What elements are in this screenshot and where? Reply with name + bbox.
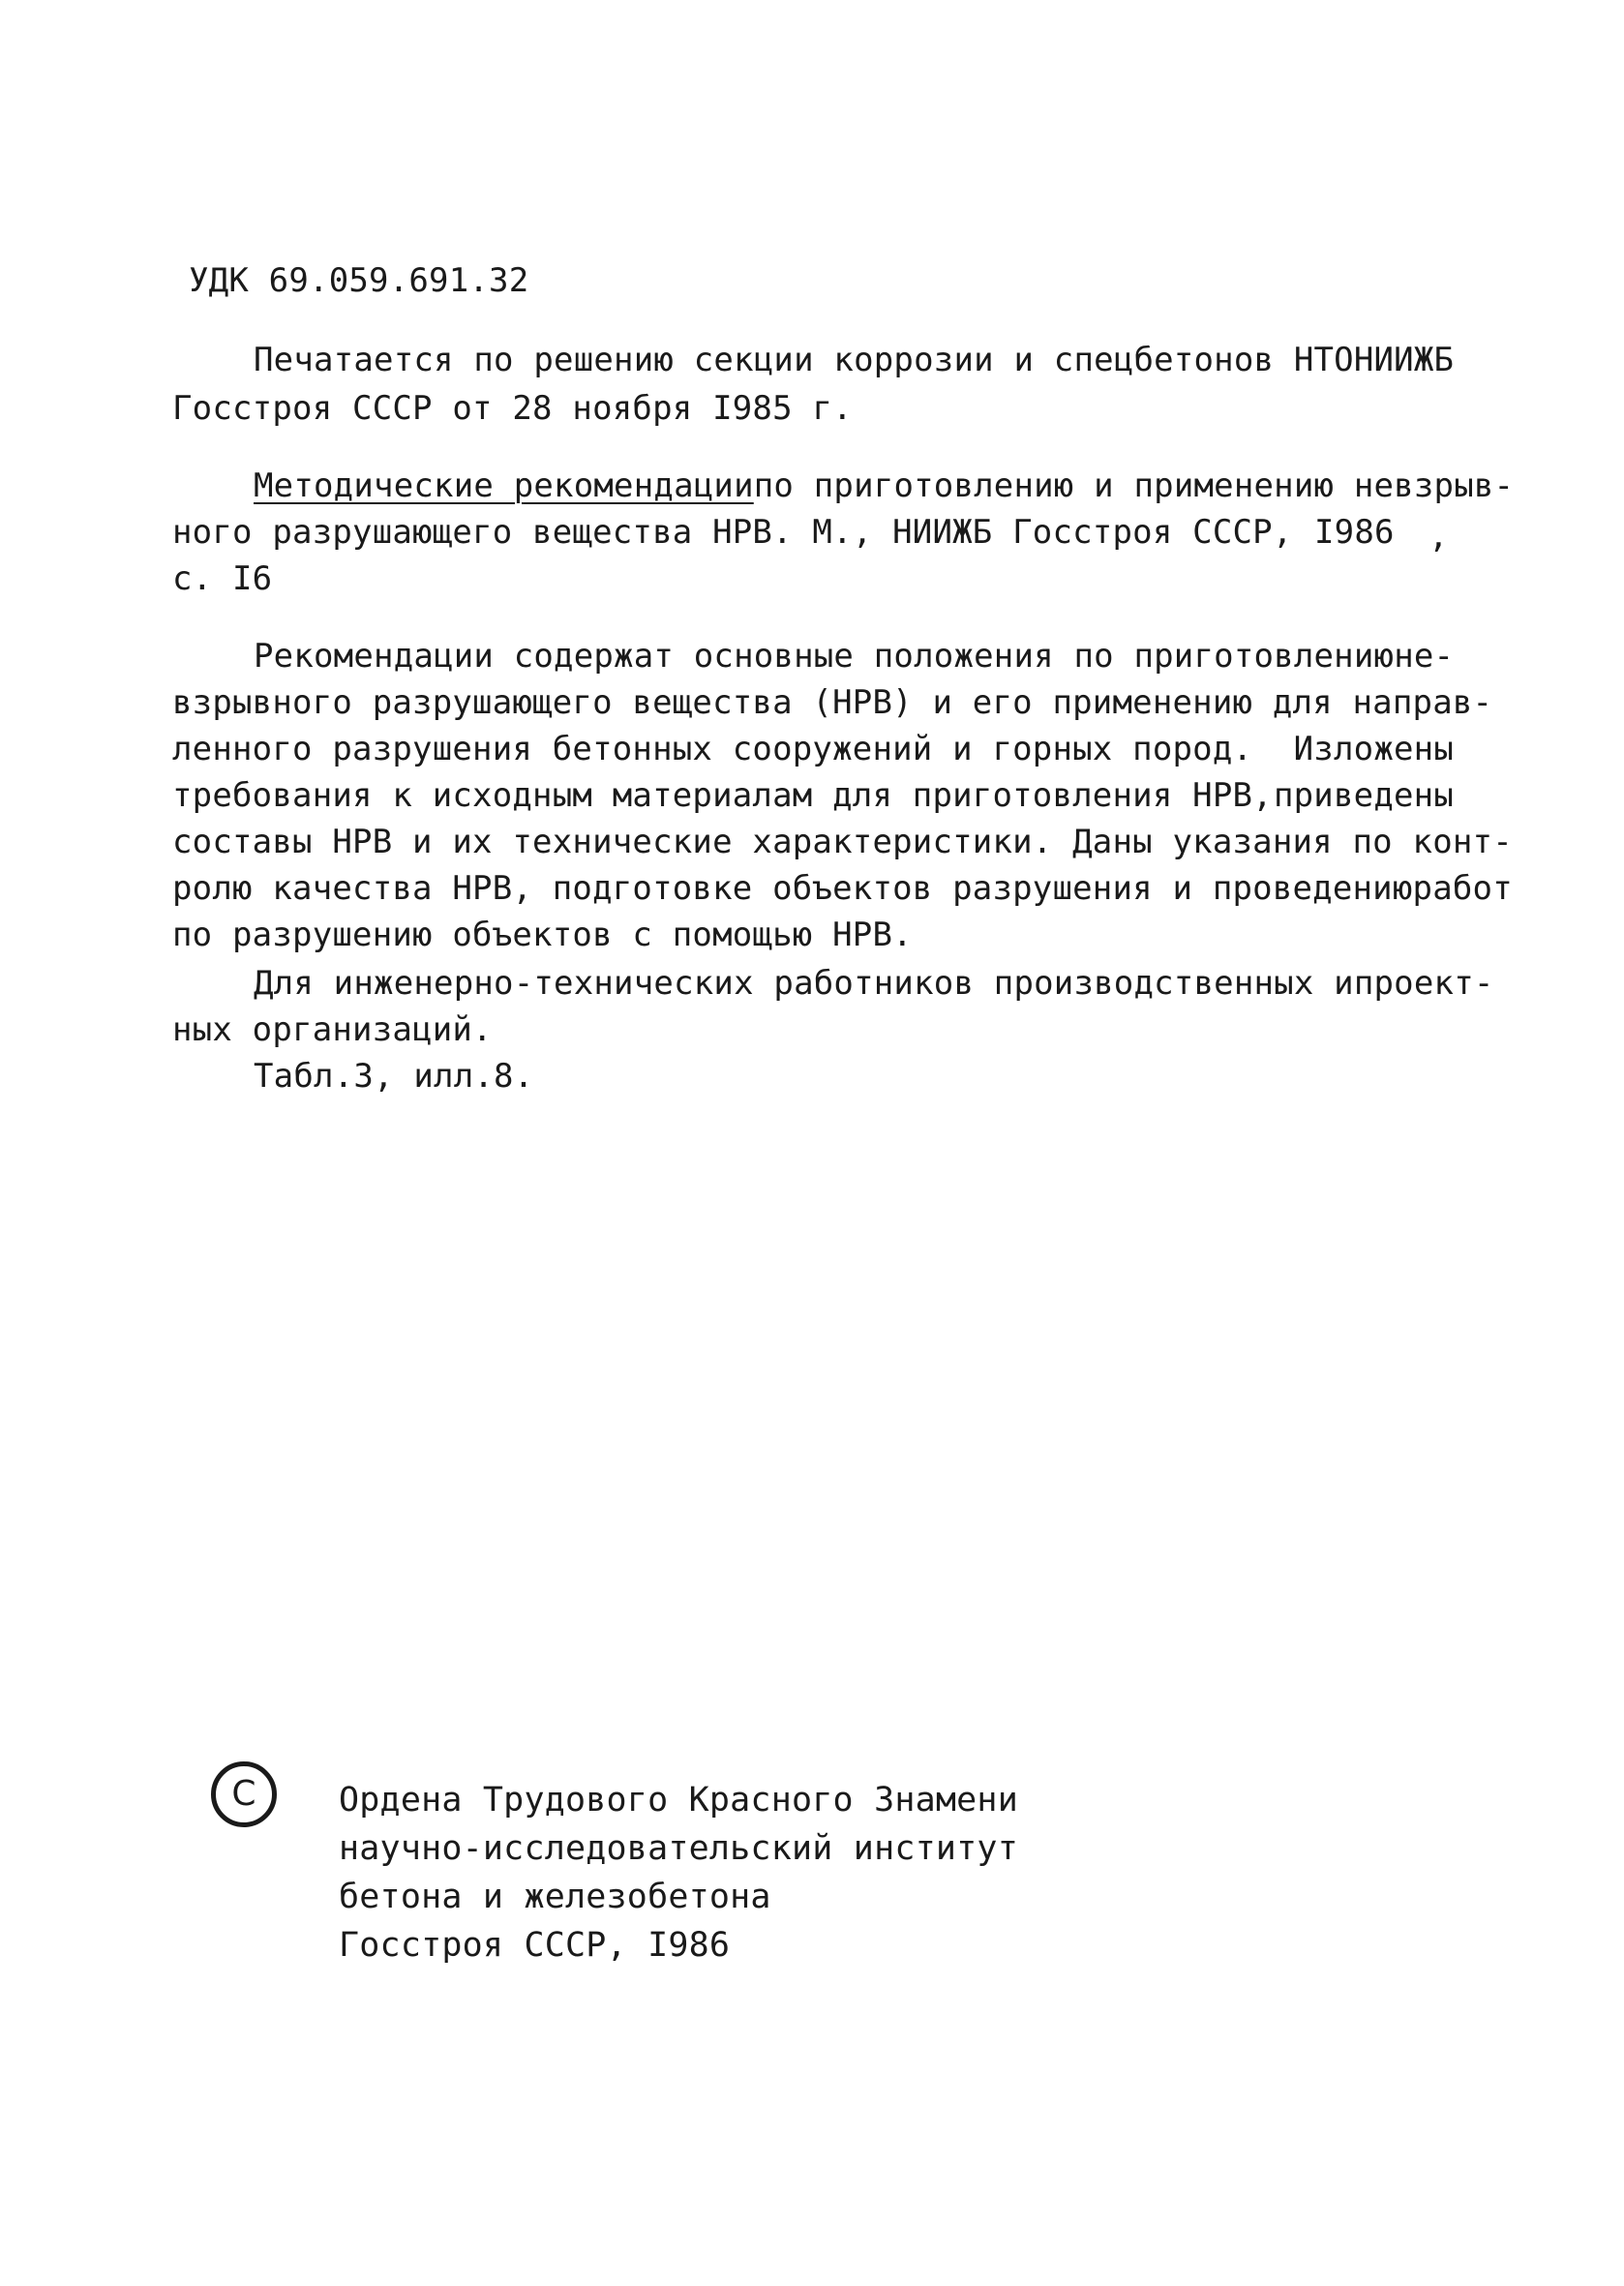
imprint-line-1: Ордена Трудового Красного Знамени	[339, 1781, 1018, 1820]
print-note-text: Печатается по решению секции коррозии и спецбетонов НТО	[254, 341, 1354, 379]
audience-text: Для инженерно-технических работников производственных и	[254, 964, 1354, 1003]
abstract-text: Рекомендации содержат основные положения по приготовлению	[254, 637, 1395, 676]
imprint-line-2: научно-исследовательский институт	[339, 1829, 1018, 1868]
abstract-text-end: работ	[1412, 869, 1513, 908]
citation-title: Методические рекомендации	[254, 466, 754, 505]
abstract-text-end: -	[1492, 823, 1513, 861]
imprint-line-3: бетона и железобетона	[339, 1878, 771, 1916]
abstract-line-4	[172, 776, 1454, 815]
abstract-line-6	[172, 869, 1513, 908]
abstract-line-2	[172, 683, 1493, 722]
abstract-text: взрывного разрушающего вещества (НРВ) и его применению для направ	[172, 683, 1473, 722]
imprint-line-4: Госстроя СССР, I986	[339, 1926, 731, 1965]
citation-year: I986	[1314, 513, 1395, 552]
audience-text-end: проект-	[1353, 964, 1494, 1003]
abstract-text: требования к исходным материалам для приготовления НРВ,	[172, 776, 1273, 815]
print-note-institute: НИИЖБ	[1353, 341, 1455, 379]
abstract-line-1	[254, 637, 1454, 676]
abstract-text: ролю качества НРВ, подготовке объектов разрушения и проведению	[172, 869, 1413, 908]
citation-line-2: ного разрушающего вещества НРВ. М., НИИЖБ Госстроя СССР,	[172, 513, 1293, 552]
abstract-line-7: по разрушению объектов с помощью НРВ.	[172, 916, 913, 954]
citation-title-rest: по приготовлению и применению невзрыв-	[753, 466, 1515, 505]
tables-illustrations-note: Табл.3, илл.8.	[254, 1057, 534, 1096]
citation-pages: с. I6	[172, 559, 273, 598]
udk-code: УДК 69.059.691.32	[189, 261, 529, 300]
abstract-text: составы НРВ и их технические характеристики. Даны указания по конт	[172, 823, 1493, 861]
abstract-text-end: -	[1472, 683, 1493, 722]
copyright-icon: C	[211, 1761, 277, 1827]
citation-comma: ,	[1429, 517, 1449, 556]
abstract-line-3	[172, 730, 1454, 768]
abstract-text-end: Изложены	[1293, 730, 1454, 768]
abstract-line-5	[172, 823, 1513, 861]
audience-line-1	[254, 964, 1494, 1003]
print-note-line-2: Госстроя СССР от 28 ноября I985 г.	[172, 389, 853, 428]
print-note-line-1	[254, 341, 1454, 379]
citation-line-1	[254, 466, 1515, 505]
abstract-text-end: не-	[1394, 637, 1455, 676]
abstract-text-end: приведены	[1273, 776, 1454, 815]
abstract-text: ленного разрушения бетонных сооружений и горных пород.	[172, 730, 1253, 768]
audience-line-2: ных организаций.	[172, 1010, 493, 1049]
